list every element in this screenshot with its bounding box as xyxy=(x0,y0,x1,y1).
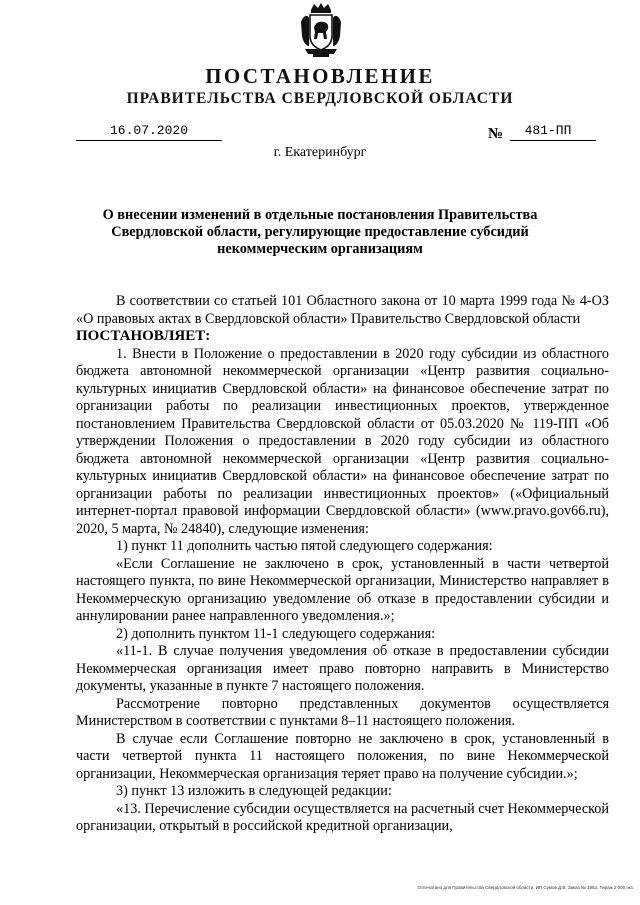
body-paragraph: «Если Соглашение не заключено в срок, установленный в части четвертой настоящего пункта, по вине Некоммерческой организации, Министерство направляет в Некоммерческую организацию уведомление об отказе в предоставлении субсидии и аннулировании ранее направленного уведомления.»; xyxy=(76,555,609,624)
coat-of-arms-icon xyxy=(299,2,343,58)
body-paragraph: Рассмотрение повторно представленных документов осуществляется Министерством в соответствии с пунктами 8–11 настоящего положения. xyxy=(76,695,609,729)
body-paragraph: «11-1. В случае получения уведомления об отказе в предоставлении субсидии Некоммерческая организация имеет право повторно направить в Министерство документы, указанные в пункте 7 настоящего положения. xyxy=(76,643,609,694)
document-body xyxy=(76,293,609,836)
body-paragraph: «13. Перечисление субсидии осуществляется на расчетный счет Некоммерческой организации, открытый в российской кредитной организации, xyxy=(76,800,609,834)
body-paragraph: 3) пункт 13 изложить в следующей редакции: xyxy=(116,783,392,799)
body-paragraph: 1. Внести в Положение о предоставлении в 2020 году субсидии из областного бюджета автономной некоммерческой организации «Центр развития социально-культурных инициатив Свердловской области» на финансовое обеспечение затрат по организации работы по реализации инвестиционных проектов, утвержденное постановлением Правительства Свердловской области от 05.03.2020 № 119-ПП «Об утверждении Положения о предоставлении в 2020 году субсидии из областного бюджета автономной некоммерческой организации «Центр развития социально-культурных инициатив Свердловской области» на финансовое обеспечение затрат по организации работы по реализации инвестиционных проектов» («Официальный интернет-портал правовой информации Свердловской области» (www.pravo.gov66.ru), 2020, 5 марта, № 24840), следующие изменения: xyxy=(76,345,609,537)
document-heading: О внесении изменений в отдельные постановления Правительства Свердловской области, регулирующие предоставление субсидий некоммерческим организациям xyxy=(102,207,538,257)
document-title: ПОСТАНОВЛЕНИЕ xyxy=(205,64,435,88)
print-footer: Отпечатано для Правительства Свердловской области. ИП Сумов Д.В. Заказ № 1963. Тираж 2 000 экз. xyxy=(417,885,634,890)
body-paragraph: 2) дополнить пунктом 11-1 следующего содержания: xyxy=(116,625,436,642)
body-paragraph: В случае если Соглашение повторно не заключено в срок, установленный в части четвертой пункта 11 настоящего положения, по вине Некоммерческой организации, Некоммерческая организация теряет право на получение субсидии.»; xyxy=(76,730,609,782)
resolves-word: ПОСТАНОВЛЯЕТ: xyxy=(76,328,211,344)
issuer-subtitle: ПРАВИТЕЛЬСТВА СВЕРДЛОВСКОЙ ОБЛАСТИ xyxy=(126,90,514,107)
document-number: 481-ПП xyxy=(524,123,572,138)
city: г. Екатеринбург xyxy=(273,145,367,160)
number-sign: № xyxy=(488,126,504,142)
document-date: 16.07.2020 xyxy=(109,123,188,138)
body-paragraph: 1) пункт 11 дополнить частью пятой следующего содержания: xyxy=(116,538,493,554)
preamble-paragraph: В соответствии со статьей 101 Областного закона от 10 марта 1999 года № 4-ОЗ «О правовых актах в Свердловской области» Правительство Свердловской области xyxy=(76,293,609,327)
date-underline xyxy=(76,140,222,141)
number-underline xyxy=(510,140,596,141)
